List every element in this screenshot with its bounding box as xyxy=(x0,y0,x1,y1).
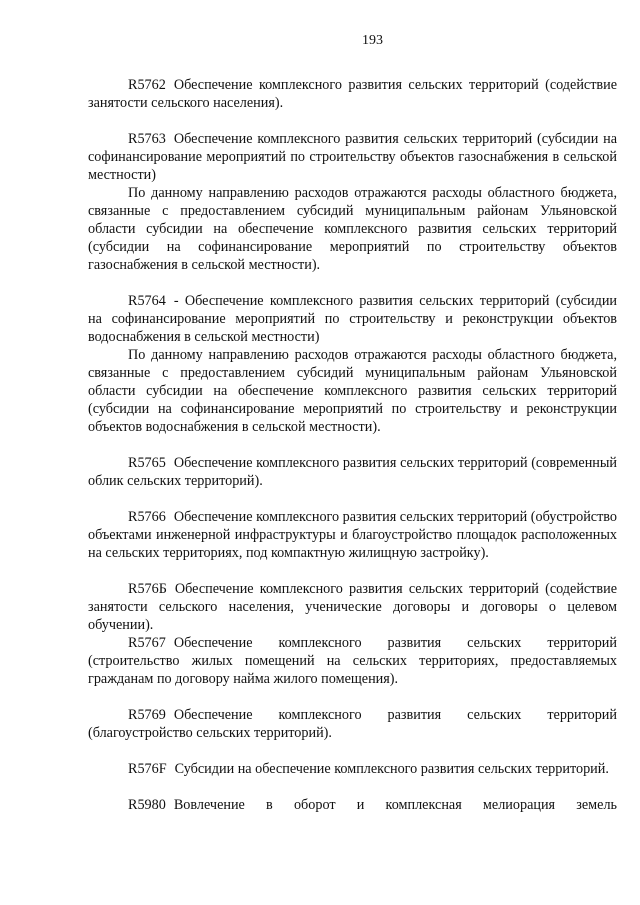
paragraph-text: По данному направлению расходов отражаются расходы областного бюджета, связанные с предоставлением субсидий муниципальным районам Ульяновской области субсидии на обеспечение комплексного развития сельских территорий (субсидии на софинансирование мероприятий по строительству объектов газоснабжения в сельской местности). xyxy=(88,185,617,273)
paragraph-text: - Обеспечение комплексного развития сельских территорий (субсидии на софинансирование мероприятий по строительству и реконструкции объектов водоснабжения в сельской местности) xyxy=(88,293,617,345)
paragraph-text: Обеспечение комплексного развития сельских территорий (содействие занятости сельского населения, ученические договоры и договоры о целевом обучении). xyxy=(88,581,617,633)
paragraph-text: Обеспечение комплексного развития сельских территорий (современный облик сельских территорий). xyxy=(88,455,617,489)
budget-code: R5765 xyxy=(128,455,166,471)
paragraph-r5763 xyxy=(88,130,617,184)
paragraph-r5765 xyxy=(88,454,617,490)
paragraph-text: Вовлечение в оборот и комплексная мелиорация земель xyxy=(173,797,617,813)
budget-code: R5766 xyxy=(128,509,166,525)
budget-code: R5767 xyxy=(128,635,166,651)
paragraph-r5764-description xyxy=(88,346,617,436)
paragraph-text: Обеспечение комплексного развития сельских территорий (субсидии на софинансирование мероприятий по строительству объектов газоснабжения в сельской местности) xyxy=(88,131,617,183)
paragraph-text: Обеспечение комплексного развития сельских территорий (обустройство объектами инженерной инфраструктуры и благоустройство площадок расположенных на сельских территориях, под компактную жилищную застройку). xyxy=(88,509,617,561)
budget-code: R5764 xyxy=(128,293,166,309)
paragraph-r576f xyxy=(88,760,617,778)
paragraph-text: Субсидии на обеспечение комплексного развития сельских территорий. xyxy=(174,761,609,777)
paragraph-r5767 xyxy=(88,634,617,688)
paragraph-r5762 xyxy=(88,76,617,112)
paragraph-text: Обеспечение комплексного развития сельских территорий (содействие занятости сельского населения). xyxy=(88,77,617,111)
budget-code: R5762 xyxy=(128,77,166,93)
budget-code: R576F xyxy=(128,761,167,777)
paragraph-r5763-description xyxy=(88,184,617,274)
paragraph-text: Обеспечение комплексного развития сельских территорий (благоустройство сельских территорий). xyxy=(88,707,617,741)
paragraph-r5980 xyxy=(88,796,617,814)
paragraph-text: Обеспечение комплексного развития сельских территорий (строительство жилых помещений на сельских территориях, предоставляемых гражданам по договору найма жилого помещения). xyxy=(88,635,617,687)
paragraph-r5769 xyxy=(88,706,617,742)
paragraph-text: По данному направлению расходов отражаются расходы областного бюджета, связанные с предоставлением субсидий муниципальным районам Ульяновской области субсидии на обеспечение комплексного развития сельских территорий (субсидии на софинансирование мероприятий по строительству и реконструкции объектов водоснабжения в сельской местности). xyxy=(88,347,617,435)
budget-code: R576Б xyxy=(128,581,167,597)
paragraph-r576b xyxy=(88,580,617,634)
paragraph-r5766 xyxy=(88,508,617,562)
paragraph-r5764 xyxy=(88,292,617,346)
page-number: 193 xyxy=(362,33,383,48)
budget-code: R5769 xyxy=(128,707,166,723)
budget-code: R5980 xyxy=(128,797,166,813)
budget-code: R5763 xyxy=(128,131,166,147)
